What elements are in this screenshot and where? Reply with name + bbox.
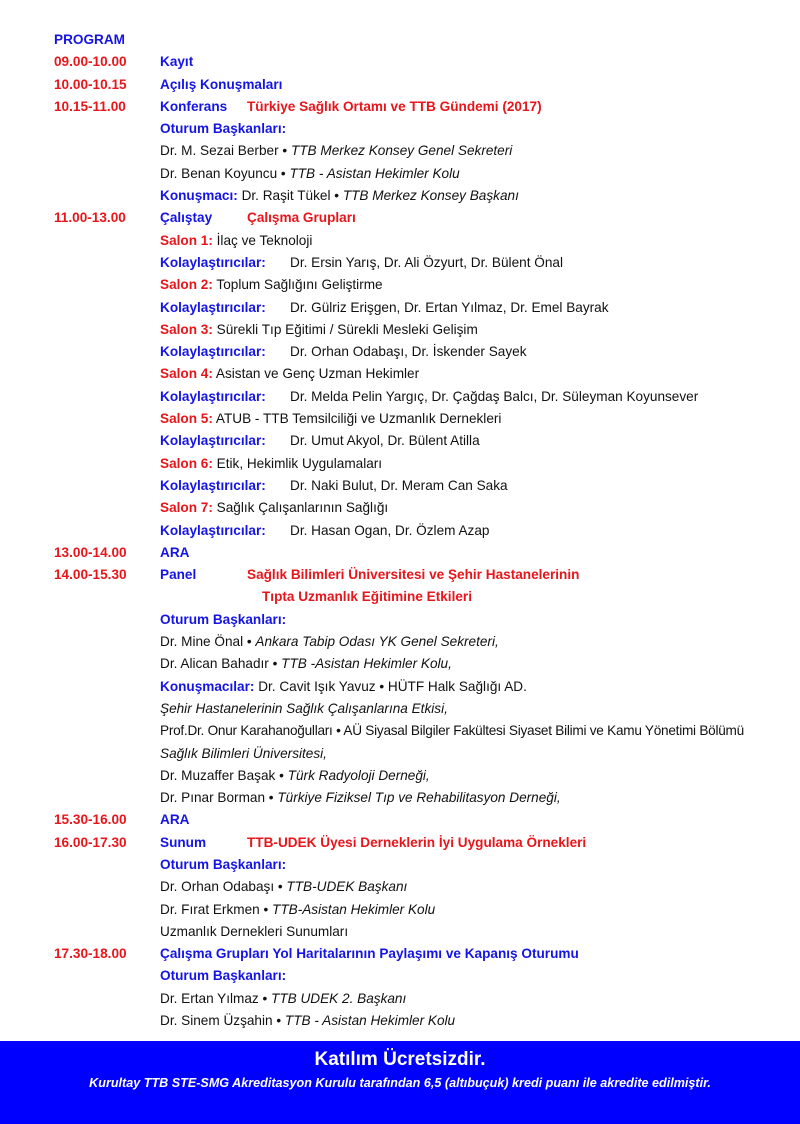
- chairs-label-row: [0, 609, 800, 631]
- speaker-row: [0, 720, 800, 742]
- session-time: 16.00-17.30: [54, 834, 127, 850]
- salon-row: [0, 274, 800, 296]
- speaker-row: [0, 765, 800, 787]
- speaker-name: Prof.Dr. Onur Karahanoğulları • AÜ Siyasal Bilgiler Fakültesi Siyaset Bilimi ve Kamu Yönetimi Bölümü: [160, 723, 744, 739]
- footer-accreditation: Kurultay TTB STE-SMG Akreditasyon Kurulu tarafından 6,5 (altıbuçuk) kredi puanı ile akredite edilmiştir.: [89, 1076, 711, 1090]
- chair-name: Dr. Fırat Erkmen •: [160, 901, 269, 917]
- chair-name: Dr. Benan Koyuncu •: [160, 165, 286, 181]
- salon-entry: [160, 408, 501, 430]
- speaker-entry: [160, 185, 519, 207]
- facilitators-row: [0, 341, 800, 363]
- session-registration: [0, 51, 800, 73]
- speaker-row: [0, 787, 800, 809]
- salon-topic: Asistan ve Genç Uzman Hekimler: [215, 366, 420, 382]
- chair-role: TTB - Asistan Hekimler Kolu: [284, 1013, 456, 1029]
- session-title: Kayıt: [160, 54, 194, 70]
- session-time: 14.00-15.30: [54, 567, 127, 583]
- salon-topic: İlaç ve Teknoloji: [216, 232, 313, 248]
- speaker-role: Türk Radyoloji Derneği,: [287, 767, 430, 783]
- session-time: 10.00-10.15: [54, 76, 127, 92]
- chair-name: Dr. Mine Önal •: [160, 634, 252, 650]
- chair-name: Dr. M. Sezai Berber •: [160, 143, 288, 159]
- session-type: Panel: [160, 567, 197, 583]
- chairs-label: Oturum Başkanları:: [160, 856, 287, 872]
- facilitators-names: Dr. Umut Akyol, Dr. Bülent Atilla: [290, 433, 480, 449]
- chair-role: TTB-Asistan Hekimler Kolu: [272, 901, 436, 917]
- footer-banner: [0, 1041, 800, 1124]
- facilitators-label: Kolaylaştırıcılar:: [160, 477, 266, 493]
- chair-entry: [160, 1010, 455, 1032]
- talk-topic-row: [0, 698, 800, 720]
- chair-entry: [160, 163, 460, 185]
- session-title: ARA: [160, 544, 190, 560]
- facilitators-label: Kolaylaştırıcılar:: [160, 254, 266, 270]
- chair-role: TTB - Asistan Hekimler Kolu: [289, 165, 460, 181]
- session-title-line2: Tıpta Uzmanlık Eğitimine Etkileri: [262, 589, 472, 605]
- salon-label: Salon 5:: [160, 411, 213, 427]
- session-title: Çalışma Grupları Yol Haritalarının Paylaşımı ve Kapanış Oturumu: [160, 946, 579, 962]
- salon-row: [0, 453, 800, 475]
- session-panel: [0, 564, 800, 586]
- chairs-label-row: [0, 118, 800, 140]
- session-presentation: [0, 832, 800, 854]
- speaker-name: Dr. Muzaffer Başak •: [160, 767, 284, 783]
- note-row: [0, 921, 800, 943]
- session-time: 17.30-18.00: [54, 946, 127, 962]
- salon-topic: ATUB - TTB Temsilciliği ve Uzmanlık Dernekleri: [215, 411, 502, 427]
- talk-topic: Sağlık Bilimleri Üniversitesi,: [160, 745, 327, 761]
- chair-row: [0, 988, 800, 1010]
- session-note: Uzmanlık Dernekleri Sunumları: [160, 923, 349, 939]
- chair-role: TTB UDEK 2. Başkanı: [271, 990, 407, 1006]
- salon-topic: Etik, Hekimlik Uygulamaları: [216, 455, 383, 471]
- salon-label: Salon 6:: [160, 455, 213, 471]
- salon-topic: Sağlık Çalışanlarının Sağlığı: [216, 500, 389, 516]
- chair-entry: [160, 653, 452, 675]
- session-title: Türkiye Sağlık Ortamı ve TTB Gündemi (2017): [247, 98, 542, 114]
- talk-topic-row: [0, 743, 800, 765]
- session-conference: [0, 96, 800, 118]
- chair-entry: [160, 876, 407, 898]
- session-title: TTB-UDEK Üyesi Derneklerin İyi Uygulama Örnekleri: [247, 834, 587, 850]
- speaker-label: Konuşmacı:: [160, 188, 238, 204]
- chair-entry: [160, 899, 435, 921]
- speakers-label: Konuşmacılar:: [160, 678, 255, 694]
- facilitators-names: Dr. Gülriz Erişgen, Dr. Ertan Yılmaz, Dr. Emel Bayrak: [290, 299, 609, 315]
- session-time: 09.00-10.00: [54, 54, 127, 70]
- chairs-label: Oturum Başkanları:: [160, 121, 287, 137]
- salon-row: [0, 319, 800, 341]
- chair-role: TTB -Asistan Hekimler Kolu,: [281, 656, 452, 672]
- salon-label: Salon 7:: [160, 500, 213, 516]
- facilitators-label: Kolaylaştırıcılar:: [160, 522, 266, 538]
- chair-row: [0, 631, 800, 653]
- facilitators-row: [0, 475, 800, 497]
- salon-label: Salon 4:: [160, 366, 213, 382]
- session-time: 11.00-13.00: [54, 210, 126, 226]
- chairs-label-row: [0, 854, 800, 876]
- chairs-label: Oturum Başkanları:: [160, 611, 287, 627]
- salon-row: [0, 230, 800, 252]
- session-title: Çalışma Grupları: [247, 210, 356, 226]
- speaker-row: [0, 185, 800, 207]
- salon-label: Salon 1:: [160, 232, 213, 248]
- chair-name: Dr. Alican Bahadır •: [160, 656, 278, 672]
- chair-role: TTB Merkez Konsey Genel Sekreteri: [290, 143, 513, 159]
- salon-entry: [160, 363, 419, 385]
- session-type: Konferans: [160, 98, 228, 114]
- salon-list: [0, 230, 800, 542]
- facilitators-label: Kolaylaştırıcılar:: [160, 344, 266, 360]
- salon-row: [0, 497, 800, 519]
- chair-entry: [160, 988, 406, 1010]
- speaker-name: Dr. Cavit Işık Yavuz • HÜTF Halk Sağlığı AD.: [258, 678, 527, 694]
- speaker-name: Dr. Raşit Tükel •: [241, 188, 340, 204]
- salon-entry: [160, 497, 388, 519]
- chair-role: TTB-UDEK Başkanı: [286, 879, 408, 895]
- session-time: 10.15-11.00: [54, 98, 126, 114]
- session-time: 15.30-16.00: [54, 812, 127, 828]
- salon-entry: [160, 453, 382, 475]
- session-workshop: [0, 207, 800, 229]
- chair-row: [0, 163, 800, 185]
- speaker-role: Türkiye Fiziksel Tıp ve Rehabilitasyon Derneği,: [277, 790, 561, 806]
- facilitators-row: [0, 386, 800, 408]
- facilitators-names: Dr. Naki Bulut, Dr. Meram Can Saka: [290, 477, 508, 493]
- facilitators-names: Dr. Melda Pelin Yargıç, Dr. Çağdaş Balcı, Dr. Süleyman Koyunsever: [290, 388, 699, 404]
- program-label: PROGRAM: [54, 32, 125, 47]
- program-list: [0, 29, 800, 1032]
- salon-row: [0, 408, 800, 430]
- facilitators-row: [0, 430, 800, 452]
- speaker-entry: [160, 676, 527, 698]
- chair-role: Ankara Tabip Odası YK Genel Sekreteri,: [255, 634, 499, 650]
- session-opening: [0, 74, 800, 96]
- facilitators-row: [0, 520, 800, 542]
- session-title: Açılış Konuşmaları: [160, 76, 283, 92]
- chair-name: Dr. Ertan Yılmaz •: [160, 990, 268, 1006]
- speaker-entry: [160, 765, 430, 787]
- chair-row: [0, 653, 800, 675]
- speaker-role: TTB Merkez Konsey Başkanı: [342, 188, 519, 204]
- chair-row: [0, 876, 800, 898]
- program-header-row: [0, 29, 800, 51]
- session-break: [0, 542, 800, 564]
- facilitators-row: [0, 297, 800, 319]
- chair-name: Dr. Sinem Üzşahin •: [160, 1013, 282, 1029]
- salon-topic: Toplum Sağlığını Geliştirme: [216, 277, 383, 293]
- footer-headline: Katılım Ücretsizdir.: [314, 1049, 486, 1070]
- salon-label: Salon 2:: [160, 277, 213, 293]
- facilitators-row: [0, 252, 800, 274]
- facilitators-names: Dr. Orhan Odabaşı, Dr. İskender Sayek: [290, 344, 527, 360]
- salon-entry: [160, 319, 478, 341]
- speaker-row: [0, 676, 800, 698]
- facilitators-label: Kolaylaştırıcılar:: [160, 299, 266, 315]
- session-time: 13.00-14.00: [54, 544, 127, 560]
- session-title: ARA: [160, 812, 190, 828]
- salon-entry: [160, 230, 312, 252]
- session-break: [0, 809, 800, 831]
- chair-row: [0, 1010, 800, 1032]
- chairs-label-row: [0, 965, 800, 987]
- chair-name: Dr. Orhan Odabaşı •: [160, 879, 283, 895]
- facilitators-label: Kolaylaştırıcılar:: [160, 388, 266, 404]
- speaker-name: Dr. Pınar Borman •: [160, 790, 274, 806]
- talk-topic: Şehir Hastanelerinin Sağlık Çalışanlarına Etkisi,: [160, 700, 448, 716]
- facilitators-label: Kolaylaştırıcılar:: [160, 433, 266, 449]
- chair-row: [0, 140, 800, 162]
- chairs-label: Oturum Başkanları:: [160, 968, 287, 984]
- speaker-entry: [160, 787, 561, 809]
- facilitators-names: Dr. Ersin Yarış, Dr. Ali Özyurt, Dr. Bülent Önal: [290, 254, 563, 270]
- chair-row: [0, 899, 800, 921]
- session-title-continuation: [0, 586, 800, 608]
- session-type: Çalıştay: [160, 210, 213, 226]
- salon-entry: [160, 274, 383, 296]
- salon-row: [0, 363, 800, 385]
- facilitators-names: Dr. Hasan Ogan, Dr. Özlem Azap: [290, 522, 490, 538]
- salon-label: Salon 3:: [160, 321, 213, 337]
- chair-entry: [160, 140, 512, 162]
- salon-topic: Sürekli Tıp Eğitimi / Sürekli Mesleki Gelişim: [216, 321, 478, 337]
- session-title-line1: Sağlık Bilimleri Üniversitesi ve Şehir Hastanelerinin: [247, 567, 580, 583]
- session-closing: [0, 943, 800, 965]
- session-type: Sunum: [160, 834, 207, 850]
- chair-entry: [160, 631, 499, 653]
